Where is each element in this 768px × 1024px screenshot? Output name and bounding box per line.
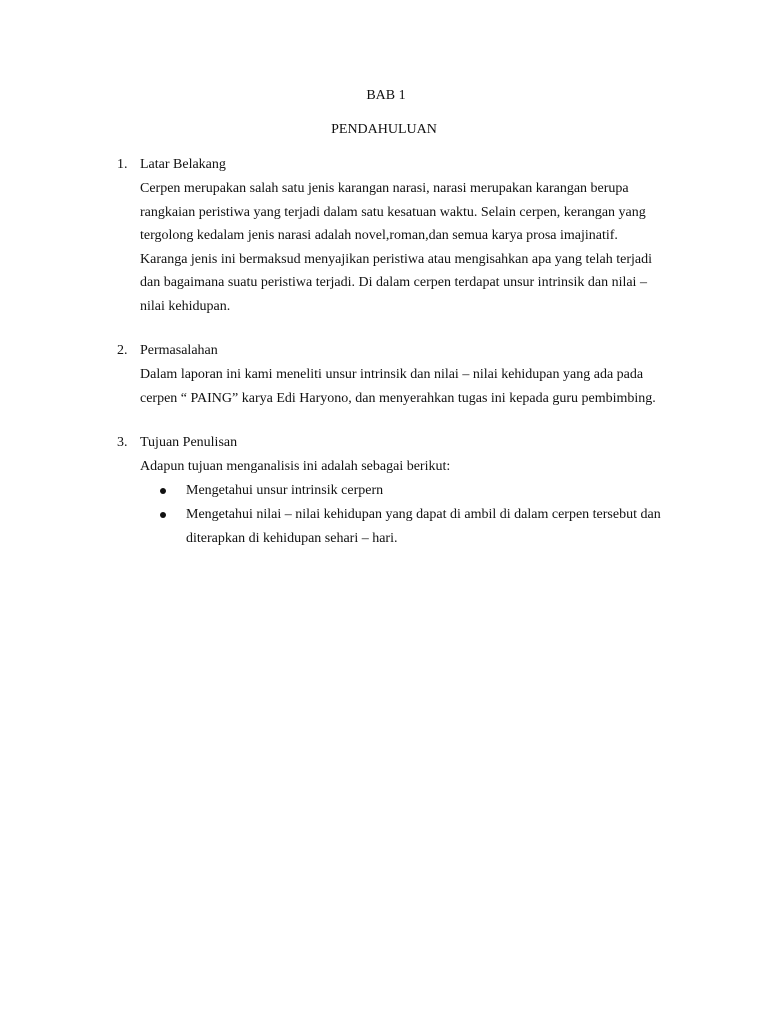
bullet-list (140, 481, 677, 553)
bullet-item (140, 481, 677, 505)
section-header (117, 155, 677, 179)
section-latar-belakang (117, 155, 677, 321)
paragraph-line: Karanga jenis ini bermaksud menyajikan peristiwa atau mengisahkan apa yang telah terjadi (140, 251, 652, 267)
bullet-text (186, 505, 677, 553)
bullet-item (140, 505, 677, 553)
section-tujuan-penulisan (117, 433, 677, 553)
bullet-text (186, 481, 677, 505)
paragraph-line: dan bagaimana suatu peristiwa terjadi. Di dalam cerpen terdapat unsur intrinsik dan nilai – (140, 275, 647, 291)
paragraph-line: cerpen “ PAING” karya Edi Haryono, dan menyerahkan tugas ini kepada guru pembimbing. (140, 390, 656, 406)
chapter-heading: PENDAHULUAN (331, 122, 437, 137)
section-number: 2. (117, 343, 128, 358)
section-title: Latar Belakang (140, 157, 226, 172)
bullet-icon (160, 488, 166, 494)
bullet-line: Mengetahui unsur intrinsik cerpern (186, 482, 384, 498)
section-header (117, 341, 677, 365)
bullet-icon (160, 512, 166, 518)
section-permasalahan (117, 341, 677, 412)
paragraph-line: rangkaian peristiwa yang terjadi dalam satu kesatuan waktu. Selain cerpen, kerangan yang (140, 204, 646, 220)
section-paragraph (140, 457, 672, 481)
section-paragraph (140, 179, 672, 321)
chapter-label: BAB 1 (366, 88, 406, 103)
paragraph-line: tergolong kedalam jenis narasi adalah novel,roman,dan semua karya prosa imajinatif. (140, 228, 618, 244)
bullet-line: Mengetahui nilai – nilai kehidupan yang dapat di ambil di dalam cerpen tersebut dan (186, 506, 661, 522)
section-number: 3. (117, 435, 128, 450)
section-title: Permasalahan (140, 343, 218, 358)
paragraph-line: Dalam laporan ini kami meneliti unsur intrinsik dan nilai – nilai kehidupan yang ada pada (140, 367, 644, 382)
bullet-line: diterapkan di kehidupan sehari – hari. (186, 530, 398, 546)
section-number: 1. (117, 157, 128, 172)
paragraph-line: nilai kehidupan. (140, 298, 231, 314)
section-paragraph (140, 365, 672, 412)
section-header (117, 433, 677, 457)
paragraph-line: Adapun tujuan menganalisis ini adalah sebagai berikut: (140, 459, 451, 474)
section-title: Tujuan Penulisan (140, 435, 238, 450)
paragraph-line: Cerpen merupakan salah satu jenis karangan narasi, narasi merupakan karangan berupa (140, 181, 629, 196)
